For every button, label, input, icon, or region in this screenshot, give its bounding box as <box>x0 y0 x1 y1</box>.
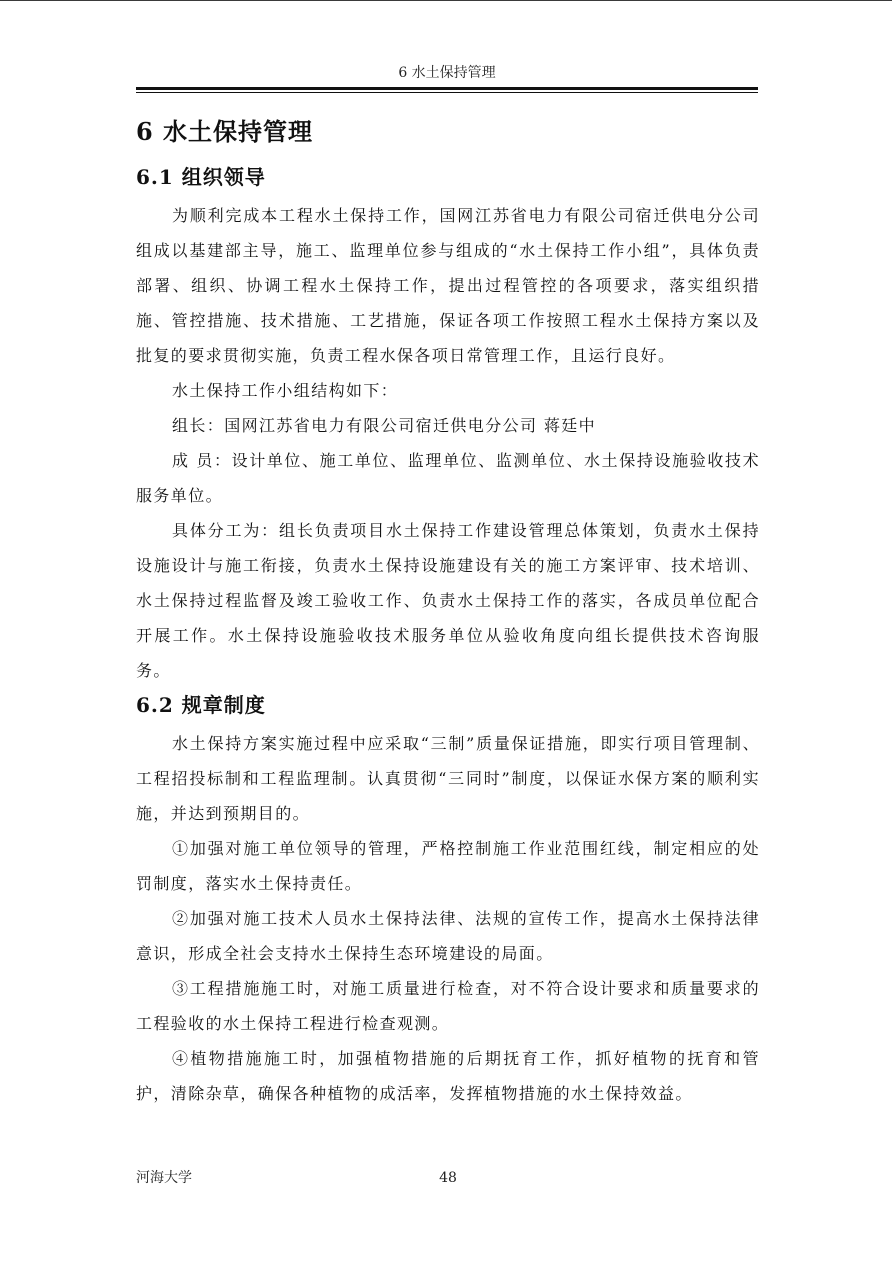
page-content <box>136 112 760 1111</box>
section-6-2-paragraph-1: 水土保持方案实施过程中应采取“三制”质量保证措施，即实行项目管理制、工程招投标制和工程监理制。认真贯彻“三同时”制度，以保证水保方案的顺利实施，并达到预期目的。 <box>136 734 760 823</box>
footer-page-number: 48 <box>439 1170 457 1186</box>
header-rule-thick <box>136 87 758 90</box>
running-header: 6 水土保持管理 <box>398 65 496 81</box>
section-6-1-paragraph-1: 为顺利完成本工程水土保持工作，国网江苏省电力有限公司宿迁供电分公司组成以基建部主导，施工、监理单位参与组成的“水土保持工作小组”，具体负责部署、组织、协调工程水土保持工作，提出过程管控的各项要求，落实组织措施、管控措施、技术措施、工艺措施，保证各项工作按照工程水土保持方案以及批复的要求贯彻实施，负责工程水保各项日常管理工作，且运行良好。 <box>136 206 760 365</box>
section-6-1-title: 6.1 组织领导 <box>136 165 266 189</box>
section-6-2-paragraph-4: ③工程措施施工时，对施工质量进行检查，对不符合设计要求和质量要求的工程验收的水土保持工程进行检查观测。 <box>136 979 760 1033</box>
section-6-2-paragraph-5: ④植物措施施工时，加强植物措施的后期抚育工作，抓好植物的抚育和管护，清除杂草，确保各种植物的成活率，发挥植物措施的水土保持效益。 <box>136 1049 760 1103</box>
header-rule-thin <box>136 92 758 93</box>
chapter-title: 6 水土保持管理 <box>136 117 314 146</box>
section-6-2-title: 6.2 规章制度 <box>136 693 266 717</box>
footer-institution: 河海大学 <box>136 1170 192 1186</box>
section-6-1-paragraph-3: 组长：国网江苏省电力有限公司宿迁供电分公司 蒋廷中 <box>172 416 597 435</box>
section-6-1-paragraph-5: 具体分工为：组长负责项目水土保持工作建设管理总体策划，负责水土保持设施设计与施工衔接，负责水土保持设施建设有关的施工方案评审、技术培训、水土保持过程监督及竣工验收工作、负责水土保持工作的落实，各成员单位配合开展工作。水土保持设施验收技术服务单位从验收角度向组长提供技术咨询服务。 <box>136 521 760 680</box>
section-6-1-paragraph-4: 成 员：设计单位、施工单位、监理单位、监测单位、水土保持设施验收技术服务单位。 <box>136 451 760 505</box>
page-top-border <box>0 0 892 1</box>
section-6-2-paragraph-2: ①加强对施工单位领导的管理，严格控制施工作业范围红线，制定相应的处罚制度，落实水土保持责任。 <box>136 839 760 893</box>
section-6-2-paragraph-3: ②加强对施工技术人员水土保持法律、法规的宣传工作，提高水土保持法律意识，形成全社会支持水土保持生态环境建设的局面。 <box>136 909 760 963</box>
section-6-1-paragraph-2: 水土保持工作小组结构如下： <box>172 381 399 400</box>
